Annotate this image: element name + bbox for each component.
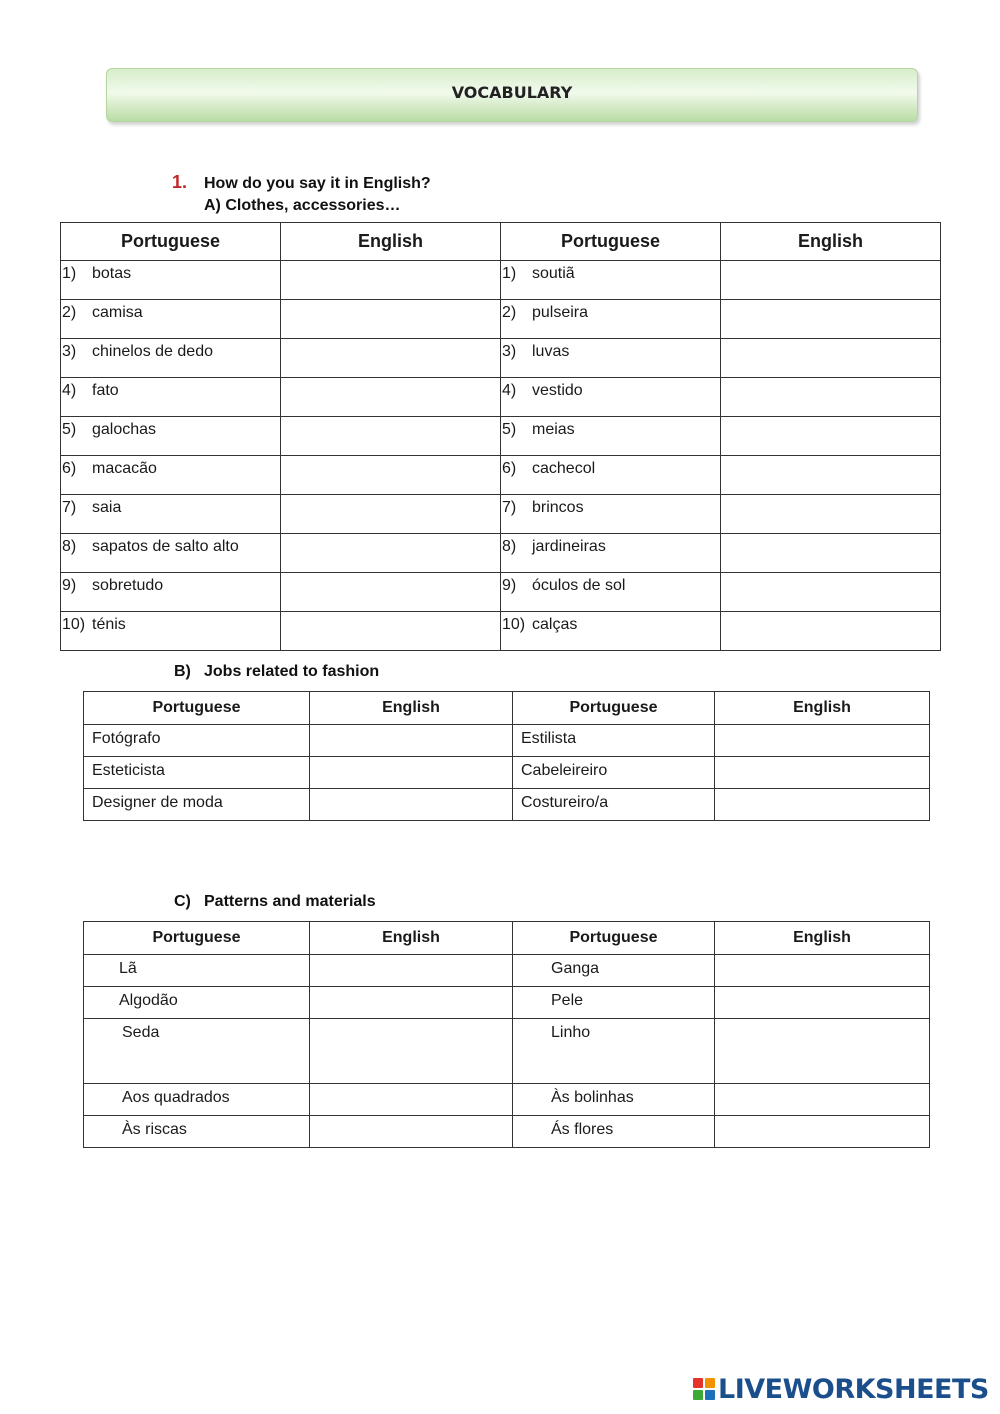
item-number: 7): [62, 499, 77, 516]
section-b-letter: B): [174, 663, 191, 680]
exercise-number: 1.: [172, 172, 188, 192]
portuguese-word: Ganga: [513, 955, 715, 987]
portuguese-cell: [501, 534, 721, 573]
portuguese-word: Estilista: [513, 725, 715, 757]
column-header: English: [310, 922, 513, 955]
english-answer-cell[interactable]: [310, 789, 513, 821]
english-answer-cell[interactable]: [281, 300, 501, 339]
portuguese-cell: [61, 300, 281, 339]
exercise-question: How do you say it in English?: [204, 175, 431, 192]
english-answer-cell[interactable]: [281, 417, 501, 456]
english-answer-cell[interactable]: [715, 1084, 930, 1116]
portuguese-word: jardineiras: [532, 538, 606, 555]
portuguese-word: sobretudo: [92, 577, 164, 594]
portuguese-cell: [501, 378, 721, 417]
section-c-letter: C): [174, 893, 191, 910]
english-answer-cell[interactable]: [721, 300, 941, 339]
table-row: [84, 1084, 930, 1116]
portuguese-word: Ás flores: [513, 1116, 715, 1148]
column-header: English: [281, 223, 501, 261]
table-row: [84, 987, 930, 1019]
english-answer-cell[interactable]: [281, 573, 501, 612]
column-header: English: [715, 922, 930, 955]
item-number: 4): [502, 382, 517, 399]
table-row: [61, 456, 941, 495]
english-answer-cell[interactable]: [281, 378, 501, 417]
logo-square: [693, 1390, 703, 1400]
english-answer-cell[interactable]: [715, 757, 930, 789]
item-number: 4): [62, 382, 77, 399]
table-row: [61, 417, 941, 456]
table-row: [61, 261, 941, 300]
english-answer-cell[interactable]: [715, 789, 930, 821]
portuguese-cell: [61, 378, 281, 417]
column-header: English: [310, 692, 513, 725]
item-number: 6): [502, 460, 517, 477]
english-answer-cell[interactable]: [721, 612, 941, 651]
english-answer-cell[interactable]: [715, 955, 930, 987]
portuguese-word: Designer de moda: [84, 789, 310, 821]
portuguese-word: Esteticista: [84, 757, 310, 789]
table-row: [61, 495, 941, 534]
english-answer-cell[interactable]: [310, 955, 513, 987]
portuguese-cell: [501, 417, 721, 456]
patterns-table: [83, 921, 930, 1148]
portuguese-cell: [61, 534, 281, 573]
table-header-row: [84, 692, 930, 725]
table-row: [61, 339, 941, 378]
table-row: [84, 725, 930, 757]
item-number: 5): [502, 421, 517, 438]
table-row: [61, 573, 941, 612]
english-answer-cell[interactable]: [721, 417, 941, 456]
portuguese-word: cachecol: [532, 460, 596, 477]
item-number: 9): [502, 577, 517, 594]
portuguese-word: óculos de sol: [532, 577, 626, 594]
portuguese-word: Linho: [513, 1019, 715, 1084]
portuguese-word: Costureiro/a: [513, 789, 715, 821]
table-row: [61, 612, 941, 651]
portuguese-word: chinelos de dedo: [92, 343, 213, 360]
table-row: [84, 1116, 930, 1148]
logo-mark-icon: [693, 1378, 715, 1400]
portuguese-cell: [501, 456, 721, 495]
portuguese-word: Cabeleireiro: [513, 757, 715, 789]
portuguese-cell: [61, 573, 281, 612]
item-number: 8): [62, 538, 77, 555]
english-answer-cell[interactable]: [715, 725, 930, 757]
item-number: 6): [62, 460, 77, 477]
column-header: Portuguese: [84, 692, 310, 725]
english-answer-cell[interactable]: [281, 261, 501, 300]
item-number: 3): [502, 343, 517, 360]
portuguese-word: saia: [92, 499, 122, 516]
page-title: VOCABULARY: [451, 83, 573, 102]
portuguese-word: ténis: [92, 616, 126, 633]
english-answer-cell[interactable]: [281, 495, 501, 534]
column-header: Portuguese: [61, 223, 281, 261]
english-answer-cell[interactable]: [721, 534, 941, 573]
column-header: English: [715, 692, 930, 725]
column-header: English: [721, 223, 941, 261]
section-c-title: Patterns and materials: [204, 893, 376, 910]
portuguese-cell: [61, 417, 281, 456]
table-row: [61, 534, 941, 573]
english-answer-cell[interactable]: [721, 456, 941, 495]
english-answer-cell[interactable]: [715, 1116, 930, 1148]
item-number: 2): [502, 304, 517, 321]
column-header: Portuguese: [84, 922, 310, 955]
english-answer-cell[interactable]: [310, 725, 513, 757]
liveworksheets-logo: [693, 1374, 993, 1404]
table-header-row: [84, 922, 930, 955]
title-banner: [106, 68, 918, 122]
portuguese-cell: [501, 339, 721, 378]
portuguese-cell: [501, 261, 721, 300]
portuguese-cell: [501, 300, 721, 339]
english-answer-cell[interactable]: [281, 534, 501, 573]
portuguese-word: Às bolinhas: [513, 1084, 715, 1116]
logo-text: LIVEWORKSHEETS: [718, 1373, 989, 1405]
portuguese-word: calças: [532, 616, 578, 633]
item-number: 5): [62, 421, 77, 438]
portuguese-cell: [501, 495, 721, 534]
english-answer-cell[interactable]: [310, 1116, 513, 1148]
table-row: [61, 300, 941, 339]
english-answer-cell[interactable]: [310, 1084, 513, 1116]
english-answer-cell[interactable]: [310, 1019, 513, 1084]
item-number: 10): [62, 616, 86, 633]
english-answer-cell[interactable]: [721, 339, 941, 378]
portuguese-word: Aos quadrados: [84, 1084, 310, 1116]
item-number: 1): [502, 265, 517, 282]
section-a-title: A) Clothes, accessories…: [204, 197, 401, 214]
portuguese-word: soutiã: [532, 265, 575, 282]
jobs-table: [83, 691, 930, 821]
table-row: [84, 955, 930, 987]
portuguese-word: meias: [532, 421, 575, 438]
english-answer-cell[interactable]: [721, 378, 941, 417]
english-answer-cell[interactable]: [310, 757, 513, 789]
portuguese-cell: [61, 261, 281, 300]
portuguese-cell: [61, 495, 281, 534]
english-answer-cell[interactable]: [310, 987, 513, 1019]
portuguese-word: Fotógrafo: [84, 725, 310, 757]
portuguese-word: sapatos de salto alto: [92, 538, 239, 555]
portuguese-word: macacão: [92, 460, 157, 477]
portuguese-cell: [61, 612, 281, 651]
portuguese-word: brincos: [532, 499, 584, 516]
item-number: 7): [502, 499, 517, 516]
portuguese-word: galochas: [92, 421, 157, 438]
portuguese-word: vestido: [532, 382, 583, 399]
portuguese-word: botas: [92, 265, 132, 282]
section-b-title: Jobs related to fashion: [204, 663, 380, 680]
english-answer-cell[interactable]: [281, 456, 501, 495]
portuguese-word: camisa: [92, 304, 143, 321]
item-number: 9): [62, 577, 77, 594]
logo-square: [693, 1378, 703, 1388]
portuguese-word: Às riscas: [84, 1116, 310, 1148]
logo-square: [705, 1378, 715, 1388]
english-answer-cell[interactable]: [721, 573, 941, 612]
item-number: 10): [502, 616, 526, 633]
english-answer-cell[interactable]: [721, 495, 941, 534]
portuguese-word: luvas: [532, 343, 570, 360]
table-row: [84, 789, 930, 821]
item-number: 2): [62, 304, 77, 321]
table-row: [84, 1019, 930, 1084]
clothes-table: [60, 222, 941, 651]
portuguese-word: Algodão: [84, 987, 310, 1019]
english-answer-cell[interactable]: [715, 987, 930, 1019]
table-row: [61, 378, 941, 417]
column-header: Portuguese: [501, 223, 721, 261]
table-header-row: [61, 223, 941, 261]
portuguese-cell: [501, 612, 721, 651]
english-answer-cell[interactable]: [281, 612, 501, 651]
portuguese-word: fato: [92, 382, 119, 399]
english-answer-cell[interactable]: [715, 1019, 930, 1084]
portuguese-word: pulseira: [532, 304, 589, 321]
portuguese-word: Lã: [84, 955, 310, 987]
portuguese-cell: [61, 456, 281, 495]
portuguese-cell: [501, 573, 721, 612]
logo-square: [705, 1390, 715, 1400]
portuguese-word: Pele: [513, 987, 715, 1019]
item-number: 1): [62, 265, 77, 282]
portuguese-word: Seda: [84, 1019, 310, 1084]
table-row: [84, 757, 930, 789]
english-answer-cell[interactable]: [281, 339, 501, 378]
item-number: 3): [62, 343, 77, 360]
portuguese-cell: [61, 339, 281, 378]
column-header: Portuguese: [513, 922, 715, 955]
item-number: 8): [502, 538, 517, 555]
column-header: Portuguese: [513, 692, 715, 725]
english-answer-cell[interactable]: [721, 261, 941, 300]
